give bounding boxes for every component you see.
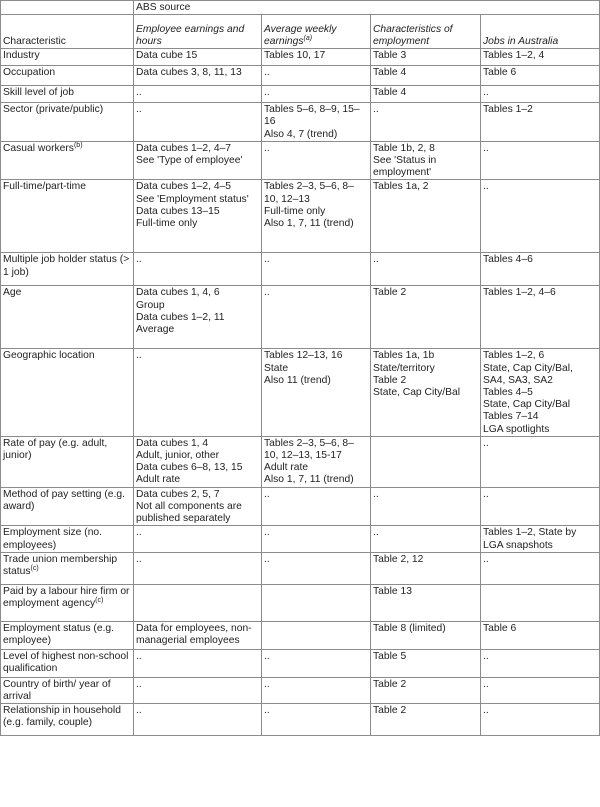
characteristic-header: Characteristic (1, 15, 134, 49)
row-label (1, 286, 134, 349)
table-cell (134, 526, 262, 552)
table-cell (481, 86, 600, 103)
row-label-text: Paid by a labour hire firm or employment agency (3, 585, 130, 610)
cell-line: Data cubes 1–2, 11 (136, 311, 225, 323)
cell-line: Data cubes 13–15 (136, 205, 220, 217)
abs-source-header: ABS source (134, 1, 600, 15)
row-label-text: Skill level of job (3, 87, 74, 99)
cell-line: Table 4 (373, 87, 407, 99)
cell-line: Data cubes 1–2, 4–7 (136, 142, 232, 154)
cell-line: Data cube 15 (136, 50, 198, 62)
row-label (1, 49, 134, 66)
row-label (1, 621, 134, 649)
cell-line: State, Cap City/Bal (373, 387, 460, 399)
row-label (1, 141, 134, 180)
characteristics-of-employment-header (371, 15, 481, 49)
row-label (1, 526, 134, 552)
cell-line: Adult rate (264, 462, 309, 474)
table-row (1, 436, 600, 487)
row-label (1, 649, 134, 677)
table-cell (134, 584, 262, 621)
row-label (1, 349, 134, 436)
table-row (1, 621, 600, 649)
table-cell (262, 103, 371, 142)
cell-line: Tables 1a, 1b (373, 350, 435, 362)
table-cell (481, 621, 600, 649)
table-row (1, 526, 600, 552)
table-row (1, 180, 600, 253)
cell-line: LGA spotlights (483, 423, 550, 435)
table-cell (262, 141, 371, 180)
table-cell (481, 704, 600, 736)
cell-line: Table 2, 12 (373, 553, 424, 565)
cell-line: .. (264, 87, 270, 99)
row-label-text: Multiple job holder status (> 1 job) (3, 254, 130, 278)
table-cell (262, 180, 371, 253)
cell-line: .. (483, 142, 489, 154)
table-row (1, 487, 600, 526)
cell-line: .. (483, 181, 489, 193)
jobs-in-australia-header (481, 15, 600, 49)
cell-line: Average (136, 324, 175, 336)
table-cell (481, 677, 600, 703)
row-label-text: Employment size (no. employees) (3, 527, 103, 551)
table-cell (134, 49, 262, 66)
row-label-text: Method of pay setting (e.g. award) (3, 488, 125, 513)
cell-line: .. (373, 488, 379, 500)
table-cell (481, 141, 600, 180)
table-cell (371, 86, 481, 103)
table-cell (371, 253, 481, 286)
cell-line: Tables 2–3, 5–6, 8–10, 12–13 (264, 181, 354, 205)
table-cell (371, 286, 481, 349)
row-label (1, 584, 134, 621)
cell-line: See 'Status in employment' (373, 155, 437, 179)
table-cell (481, 436, 600, 487)
row-label (1, 436, 134, 487)
header-text: Average weekly earnings (264, 23, 337, 47)
table-cell (371, 621, 481, 649)
table-cell (481, 286, 600, 349)
cell-line: Also 1, 7, 11 (trend) (264, 474, 354, 486)
cell-line: .. (264, 553, 270, 565)
table-row (1, 253, 600, 286)
cell-line: Data cubes 1–2, 4–5 (136, 181, 232, 193)
cell-line: Adult, junior, other (136, 450, 219, 462)
table-cell (371, 552, 481, 584)
cell-line: .. (264, 142, 270, 154)
table-cell (371, 677, 481, 703)
header-corner (1, 1, 134, 15)
table-cell (481, 253, 600, 286)
table-row (1, 677, 600, 703)
table-cell (481, 584, 600, 621)
row-label-text: Relationship in household (e.g. family, couple) (3, 705, 121, 729)
table-cell (481, 349, 600, 436)
table-cell (371, 141, 481, 180)
table-row (1, 584, 600, 621)
table-cell (481, 49, 600, 66)
table-cell (262, 649, 371, 677)
cell-line: Data cubes 1, 4, 6 (136, 287, 220, 299)
cell-line: .. (136, 650, 142, 662)
table-cell (481, 103, 600, 142)
cell-line: Also 4, 7 (trend) (264, 128, 338, 140)
table-cell (134, 677, 262, 703)
cell-line: Tables 5–6, 8–9, 15–16 (264, 104, 360, 128)
cell-line: .. (373, 254, 379, 266)
cell-line: .. (136, 87, 142, 99)
cell-line: State/territory (373, 362, 435, 374)
row-label (1, 86, 134, 103)
table-cell (371, 487, 481, 526)
table-row (1, 704, 600, 736)
cell-line: .. (136, 678, 142, 690)
table-cell (262, 436, 371, 487)
table-cell (481, 649, 600, 677)
cell-line: Also 1, 7, 11 (trend) (264, 218, 354, 230)
cell-line: Tables 1–2, 6 (483, 350, 545, 362)
table-cell (134, 86, 262, 103)
table-row (1, 141, 600, 180)
table-row (1, 66, 600, 86)
table-row (1, 649, 600, 677)
row-label (1, 487, 134, 526)
cell-line: Adult rate (136, 474, 181, 486)
header-text: Jobs in Australia (483, 36, 559, 47)
cell-line: Data cubes 1, 4 (136, 437, 209, 449)
average-weekly-earnings-header (262, 15, 371, 49)
table-cell (371, 66, 481, 86)
cell-line: Table 2 (373, 374, 407, 386)
table-cell (481, 180, 600, 253)
table-row (1, 49, 600, 66)
cell-line: Table 2 (373, 678, 407, 690)
row-label-text: Sector (private/public) (3, 104, 104, 116)
table-cell (134, 103, 262, 142)
cell-line: .. (264, 705, 270, 717)
row-label-text: Geographic location (3, 350, 95, 362)
cell-line: .. (136, 705, 142, 717)
table-cell (262, 253, 371, 286)
row-label-text: Full-time/part-time (3, 181, 86, 193)
table-cell (262, 49, 371, 66)
cell-line: Table 6 (483, 622, 517, 634)
row-label (1, 552, 134, 584)
table-cell (262, 86, 371, 103)
cell-line: Group (136, 299, 165, 311)
cell-line: See 'Employment status' (136, 193, 249, 205)
cell-line: Tables 10, 17 (264, 50, 326, 62)
table-cell (134, 704, 262, 736)
table-cell (262, 349, 371, 436)
cell-line: Table 4 (373, 67, 407, 79)
cell-line: .. (264, 254, 270, 266)
header-footnote: (a) (303, 35, 313, 42)
table-row (1, 103, 600, 142)
table-body (1, 49, 600, 736)
cell-line: Data cubes 3, 8, 11, 13 (136, 67, 242, 79)
table-cell (134, 253, 262, 286)
table-cell (371, 584, 481, 621)
footnote-marker: (b) (73, 141, 83, 149)
table-cell (371, 180, 481, 253)
cell-line: See 'Type of employee' (136, 155, 243, 167)
cell-line: .. (264, 488, 270, 500)
cell-line: Table 5 (373, 650, 407, 662)
cell-line: Tables 12–13, 16 (264, 350, 343, 362)
table-cell (262, 552, 371, 584)
cell-line: .. (483, 87, 489, 99)
cell-line: .. (264, 527, 270, 539)
cell-line: Tables 1–2, 4 (483, 50, 545, 62)
table-cell (481, 552, 600, 584)
cell-line: State, Cap City/Bal, SA4, SA3, SA2 (483, 362, 573, 386)
table-cell (371, 704, 481, 736)
table-cell (371, 349, 481, 436)
cell-line: .. (483, 488, 489, 500)
cell-line: Tables 1–2, 4–6 (483, 287, 556, 299)
row-label (1, 66, 134, 86)
table-cell (134, 552, 262, 584)
table-row (1, 349, 600, 436)
cell-line: Tables 1–2, State by LGA snapshots (483, 527, 577, 551)
table-cell (134, 66, 262, 86)
table-cell (134, 436, 262, 487)
table-cell (371, 526, 481, 552)
cell-line: .. (483, 705, 489, 717)
cell-line: .. (483, 437, 489, 449)
cell-line: Table 13 (373, 585, 412, 597)
cell-line: Full-time only (264, 205, 326, 217)
table-cell (262, 584, 371, 621)
footnote-marker: (c) (30, 565, 39, 573)
table-cell (262, 487, 371, 526)
cell-line: .. (136, 104, 142, 116)
header-text: Characteristics of employment (373, 23, 453, 47)
cell-line: State (264, 362, 289, 374)
table-cell (262, 704, 371, 736)
cell-line: Data cubes 6–8, 13, 15 (136, 462, 243, 474)
cell-line: .. (136, 553, 142, 565)
employee-earnings-header (134, 15, 262, 49)
cell-line: Table 8 (limited) (373, 622, 446, 634)
table-cell (371, 436, 481, 487)
row-label-text: Country of birth/ year of arrival (3, 678, 111, 703)
table-cell (262, 286, 371, 349)
table-cell (481, 526, 600, 552)
table-cell (134, 286, 262, 349)
table-cell (371, 103, 481, 142)
cell-line: .. (136, 254, 142, 266)
table-cell (134, 141, 262, 180)
table-cell (134, 180, 262, 253)
cell-line: .. (264, 650, 270, 662)
cell-line: .. (136, 350, 142, 362)
row-label (1, 704, 134, 736)
row-label-text: Industry (3, 50, 40, 62)
table-cell (134, 349, 262, 436)
cell-line: Tables 4–6 (483, 254, 533, 266)
row-label (1, 180, 134, 253)
cell-line: Tables 1–2 (483, 104, 533, 116)
header-text: Employee earnings and hours (136, 23, 245, 47)
cell-line: Table 3 (373, 50, 407, 62)
row-label-text: Casual workers (3, 142, 74, 154)
cell-line: .. (264, 287, 270, 299)
cell-line: .. (264, 678, 270, 690)
cell-line: .. (373, 104, 379, 116)
row-label-text: Rate of pay (e.g. adult, junior) (3, 437, 108, 462)
cell-line: Table 2 (373, 705, 407, 717)
cell-line: Not all components are published separately (136, 501, 242, 525)
row-label-text: Trade union membership status (3, 553, 118, 578)
cell-line: Table 6 (483, 67, 517, 79)
cell-line: Data for employees, non-managerial employees (136, 622, 252, 647)
table-row (1, 286, 600, 349)
table-cell (134, 649, 262, 677)
cell-line: .. (136, 527, 142, 539)
row-label (1, 103, 134, 142)
cell-line: .. (483, 650, 489, 662)
cell-line: .. (483, 678, 489, 690)
cell-line: Data cubes 2, 5, 7 (136, 488, 220, 500)
table-row (1, 552, 600, 584)
table-cell (262, 66, 371, 86)
table-cell (134, 487, 262, 526)
footnote-marker: (c) (95, 597, 104, 605)
cell-line: Full-time only (136, 218, 198, 230)
cell-line: Tables 2–3, 5–6, 8–10, 12–13, 15-17 (264, 437, 354, 462)
row-label-text: Age (3, 287, 22, 299)
row-label (1, 677, 134, 703)
cell-line: Also 11 (trend) (264, 374, 331, 386)
table-cell (134, 621, 262, 649)
cell-line: State, Cap City/Bal (483, 399, 570, 411)
cell-line: .. (264, 67, 270, 79)
table-cell (481, 487, 600, 526)
table-cell (262, 526, 371, 552)
table-cell (371, 649, 481, 677)
cell-line: Tables 7–14 (483, 411, 539, 423)
cell-line: .. (373, 527, 379, 539)
row-label-text: Occupation (3, 67, 56, 79)
row-label (1, 253, 134, 286)
table-cell (262, 621, 371, 649)
row-label-text: Level of highest non-school qualification (3, 650, 129, 675)
cell-line: Tables 4–5 (483, 387, 533, 399)
table-cell (481, 66, 600, 86)
table-cell (371, 49, 481, 66)
cell-line: .. (483, 553, 489, 565)
cell-line: Table 1b, 2, 8 (373, 142, 435, 154)
cell-line: Table 2 (373, 287, 407, 299)
table-cell (262, 677, 371, 703)
row-label-text: Employment status (e.g. employee) (3, 622, 115, 647)
cell-line: Tables 1a, 2 (373, 181, 429, 193)
table-row (1, 86, 600, 103)
